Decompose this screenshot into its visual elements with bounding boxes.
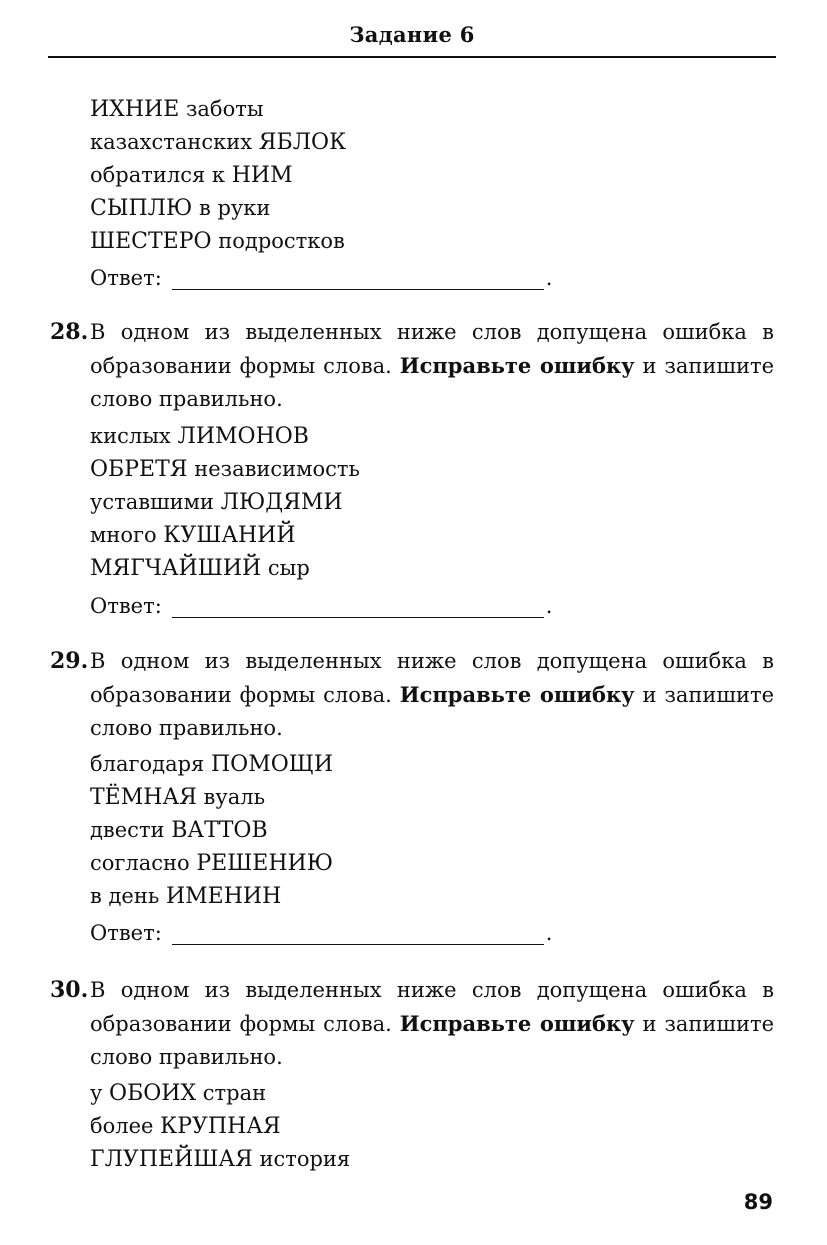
word-item: МЯГЧАЙШИЙ сыр <box>90 556 310 581</box>
task-28 <box>50 316 774 416</box>
word-item: казахстанских ЯБЛОК <box>90 130 347 155</box>
task-number: 29. <box>50 648 89 674</box>
word-item: согласно РЕШЕНИЮ <box>90 851 333 876</box>
intro-word-list <box>90 93 346 258</box>
task-29-answer-row <box>90 921 552 945</box>
word-item: много КУШАНИЙ <box>90 523 296 548</box>
task-instruction: В одном из выделенных ниже слов допущена ошибка в образовании формы слова. Исправьте ошибку и запишите слово правильно. <box>90 649 774 740</box>
word-item: двести ВАТТОВ <box>90 818 268 843</box>
word-item: благодаря ПОМОЩИ <box>90 752 334 777</box>
answer-end-dot: . <box>545 921 553 945</box>
word-item: уставшими ЛЮДЯМИ <box>90 490 343 515</box>
task-instruction: В одном из выделенных ниже слов допущена ошибка в образовании формы слова. Исправьте ошибку и запишите слово правильно. <box>90 978 774 1069</box>
task-28-word-list <box>90 420 360 585</box>
word-item: обратился к НИМ <box>90 163 293 188</box>
word-item: ОБРЕТЯ независимость <box>90 457 360 482</box>
task-30 <box>50 974 774 1074</box>
answer-field[interactable] <box>172 924 544 945</box>
answer-label: Ответ: <box>90 921 162 945</box>
word-item: ИХНИЕ заботы <box>90 97 264 122</box>
answer-label: Ответ: <box>90 266 162 290</box>
word-item: в день ИМЕНИН <box>90 884 282 909</box>
task-28-answer-row <box>90 594 552 618</box>
task-29 <box>50 645 774 745</box>
word-item: ГЛУПЕЙШАЯ история <box>90 1147 351 1172</box>
task-30-word-list <box>90 1077 350 1176</box>
answer-label: Ответ: <box>90 594 162 618</box>
page-header-title: Задание 6 <box>48 22 776 58</box>
task-29-word-list <box>90 748 333 913</box>
word-item: кислых ЛИМОНОВ <box>90 424 309 449</box>
answer-field[interactable] <box>172 269 544 290</box>
page-number: 89 <box>743 1190 773 1214</box>
task-instruction: В одном из выделенных ниже слов допущена ошибка в образовании формы слова. Исправьте ошибку и запишите слово правильно. <box>90 320 774 411</box>
word-item: ШЕСТЕРО подростков <box>90 229 345 254</box>
word-item: более КРУПНАЯ <box>90 1114 281 1139</box>
answer-field[interactable] <box>172 597 544 618</box>
word-item: СЫПЛЮ в руки <box>90 196 271 221</box>
answer-end-dot: . <box>545 594 553 618</box>
intro-answer-row <box>90 266 552 290</box>
task-number: 30. <box>50 977 89 1003</box>
word-item: ТЁМНАЯ вуаль <box>90 785 266 810</box>
word-item: у ОБОИХ стран <box>90 1081 267 1106</box>
answer-end-dot: . <box>545 266 553 290</box>
task-number: 28. <box>50 319 89 345</box>
